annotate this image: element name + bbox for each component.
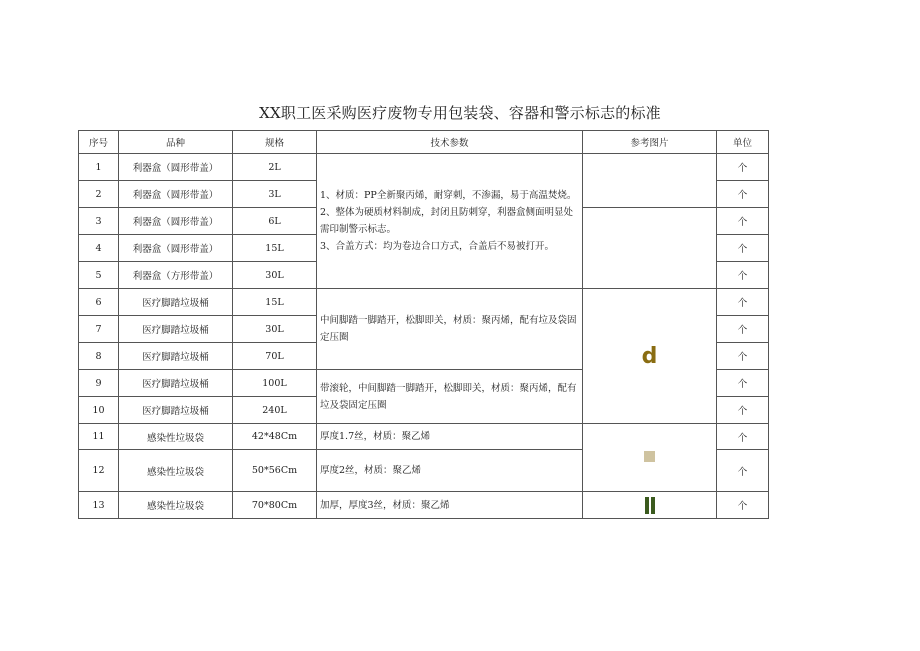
row-no: 1 — [79, 154, 119, 181]
table-row — [79, 154, 769, 181]
picture-sharps-large — [583, 208, 717, 289]
row-spec: 30L — [233, 262, 317, 289]
table-row — [79, 424, 769, 450]
row-spec: 240L — [233, 397, 317, 424]
picture-bag-small — [583, 424, 717, 492]
row-unit: 个 — [717, 262, 769, 289]
row-spec: 50*56Cm — [233, 450, 317, 492]
row-unit: 个 — [717, 397, 769, 424]
row-spec: 15L — [233, 289, 317, 316]
header-spec: 规格 — [233, 131, 317, 154]
row-unit: 个 — [717, 208, 769, 235]
row-no: 9 — [79, 370, 119, 397]
row-no: 3 — [79, 208, 119, 235]
row-name: 医疗脚踏垃圾桶 — [119, 289, 233, 316]
row-name: 利器盒（方形带盖） — [119, 262, 233, 289]
row-unit: 个 — [717, 181, 769, 208]
row-name: 利器盒（圆形带盖） — [119, 235, 233, 262]
row-name: 医疗脚踏垃圾桶 — [119, 370, 233, 397]
row-no: 2 — [79, 181, 119, 208]
row-unit: 个 — [717, 343, 769, 370]
table-header-row — [79, 131, 769, 154]
row-name: 医疗脚踏垃圾桶 — [119, 316, 233, 343]
table-row — [79, 289, 769, 316]
params-bag-13: 加厚，厚度3丝，材质：聚乙烯 — [317, 492, 583, 519]
row-no: 4 — [79, 235, 119, 262]
header-name: 品种 — [119, 131, 233, 154]
row-unit: 个 — [717, 370, 769, 397]
row-spec: 15L — [233, 235, 317, 262]
row-no: 5 — [79, 262, 119, 289]
bag-large-picture-icon — [644, 497, 656, 514]
row-no: 7 — [79, 316, 119, 343]
header-picture: 参考图片 — [583, 131, 717, 154]
row-no: 8 — [79, 343, 119, 370]
params-pedal-bin-small: 中间脚踏一脚踏开，松脚即关，材质：聚丙烯，配有垃及袋固定压圈 — [317, 289, 583, 370]
picture-sharps-small — [583, 154, 717, 208]
header-params: 技术参数 — [317, 131, 583, 154]
params-sharps-line-1: 1、材质：PP全新聚丙烯，耐穿刺，不渗漏，易于高温焚烧。 — [320, 190, 577, 201]
row-name: 利器盒（圆形带盖） — [119, 208, 233, 235]
pedal-bin-picture-icon: d — [641, 343, 658, 369]
params-bag-12: 厚度2丝，材质：聚乙烯 — [317, 450, 583, 492]
row-unit: 个 — [717, 235, 769, 262]
row-spec: 30L — [233, 316, 317, 343]
row-name: 利器盒（圆形带盖） — [119, 154, 233, 181]
row-spec: 100L — [233, 370, 317, 397]
row-name: 感染性垃圾袋 — [119, 450, 233, 492]
row-spec: 42*48Cm — [233, 424, 317, 450]
page-title: XX职工医采购医疗废物专用包装袋、容器和警示标志的标准 — [259, 104, 661, 122]
row-unit: 个 — [717, 492, 769, 519]
header-unit: 单位 — [717, 131, 769, 154]
params-sharps-box — [317, 154, 583, 289]
row-no: 6 — [79, 289, 119, 316]
row-spec: 2L — [233, 154, 317, 181]
row-no: 10 — [79, 397, 119, 424]
row-no: 13 — [79, 492, 119, 519]
row-spec: 70L — [233, 343, 317, 370]
row-name: 感染性垃圾袋 — [119, 424, 233, 450]
row-unit: 个 — [717, 450, 769, 492]
standards-table — [78, 130, 769, 519]
params-sharps-line-2: 2、整体为硬质材料制成，封闭且防刺穿，利器盒侧面明显处需印制警示标志。 — [320, 207, 574, 235]
bag-picture-icon — [644, 451, 655, 462]
row-name: 医疗脚踏垃圾桶 — [119, 343, 233, 370]
row-unit: 个 — [717, 424, 769, 450]
row-name: 感染性垃圾袋 — [119, 492, 233, 519]
params-sharps-line-3: 3、合盖方式：均为卷边合口方式，合盖后不易被打开。 — [320, 241, 555, 252]
row-unit: 个 — [717, 154, 769, 181]
params-bag-11: 厚度1.7丝，材质：聚乙烯 — [317, 424, 583, 450]
row-unit: 个 — [717, 316, 769, 343]
row-no: 11 — [79, 424, 119, 450]
picture-pedal-bin — [583, 289, 717, 424]
picture-bag-large — [583, 492, 717, 519]
row-spec: 3L — [233, 181, 317, 208]
table-row — [79, 492, 769, 519]
row-spec: 70*80Cm — [233, 492, 317, 519]
params-pedal-bin-large: 带滚轮，中间脚踏一脚踏开，松脚即关，材质：聚丙烯，配有垃及袋固定压圈 — [317, 370, 583, 424]
row-name: 利器盒（圆形带盖） — [119, 181, 233, 208]
row-name: 医疗脚踏垃圾桶 — [119, 397, 233, 424]
row-unit: 个 — [717, 289, 769, 316]
header-no: 序号 — [79, 131, 119, 154]
row-spec: 6L — [233, 208, 317, 235]
row-no: 12 — [79, 450, 119, 492]
